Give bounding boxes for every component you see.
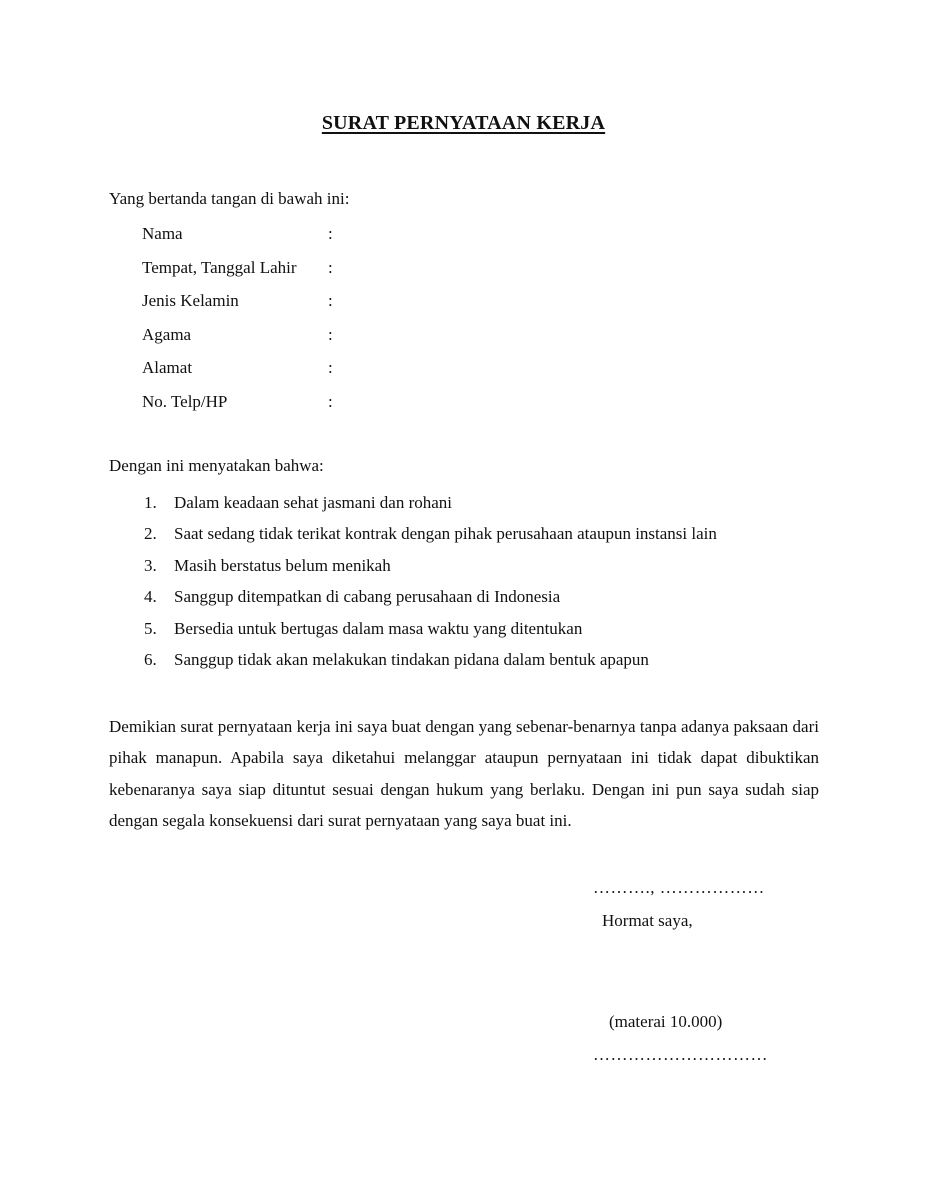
intro-text: Yang bertanda tangan di bawah ini: [109,189,350,208]
list-text: Sanggup tidak akan melakukan tindakan pidana dalam bentuk apapun [174,649,649,669]
list-number: 3. [144,555,157,575]
field-label: Alamat [142,358,193,378]
signature-greeting: Hormat saya, [602,911,693,930]
field-row-nama [142,222,608,256]
list-text: Saat sedang tidak terikat kontrak dengan pihak perusahaan ataupun instansi lain [174,524,717,544]
field-row-alamat [142,356,608,390]
signature-place-date: ………., ……………… [593,878,765,897]
document-title: SURAT PERNYATAAN KERJA [321,112,606,134]
field-separator: : [328,324,333,344]
field-separator: : [328,224,333,243]
field-label: Nama [142,224,183,243]
list-item [144,554,717,585]
statement-list [144,491,717,679]
field-label: Tempat, Tanggal Lahir [142,257,297,277]
list-text: Dalam keadaan sehat jasmani dan rohani [174,493,453,512]
list-item [144,491,717,522]
field-row-jenis-kelamin [142,289,608,323]
list-number: 6. [144,649,157,669]
field-separator: : [328,358,333,378]
list-text: Masih berstatus belum menikah [174,555,391,575]
field-label: Agama [142,324,192,344]
field-separator: : [328,291,333,311]
closing-paragraph: Demikian surat pernyataan kerja ini saya buat dengan yang sebenar-benarnya tanpa adanya paksaan dari pihak manapun. Apabila saya diketahui melanggar ataupun pernyataan ini tidak dapat dibuktikan kebenaranya saya siap dituntut sesuai dengan hukum yang berlaku. Dengan ini pun saya sudah siap dengan segala konsekuensi dari surat pernyataan yang saya buat ini. [109,717,819,831]
declaration-intro: Dengan ini menyatakan bahwa: [109,456,324,475]
list-item [144,585,717,616]
field-separator: : [328,391,333,411]
list-item [144,522,717,553]
list-item [144,617,717,648]
list-text: Sanggup ditempatkan di cabang perusahaan di Indonesia [174,587,561,607]
field-label: Jenis Kelamin [142,291,239,311]
field-row-telp [142,390,608,424]
signature-stamp-note: (materai 10.000) [609,1012,723,1031]
list-text: Bersedia untuk bertugas dalam masa waktu yang ditentukan [174,618,583,638]
signature-name-line: ………………………… [593,1045,768,1064]
field-row-tempat-tanggal-lahir [142,256,608,290]
field-label: No. Telp/HP [142,391,228,411]
field-separator: : [328,257,333,277]
list-number: 4. [144,587,157,607]
list-number: 2. [144,524,157,544]
list-item [144,648,717,679]
identity-fields [142,222,608,424]
list-number: 5. [144,618,157,638]
field-row-agama [142,323,608,357]
list-number: 1. [144,493,157,512]
